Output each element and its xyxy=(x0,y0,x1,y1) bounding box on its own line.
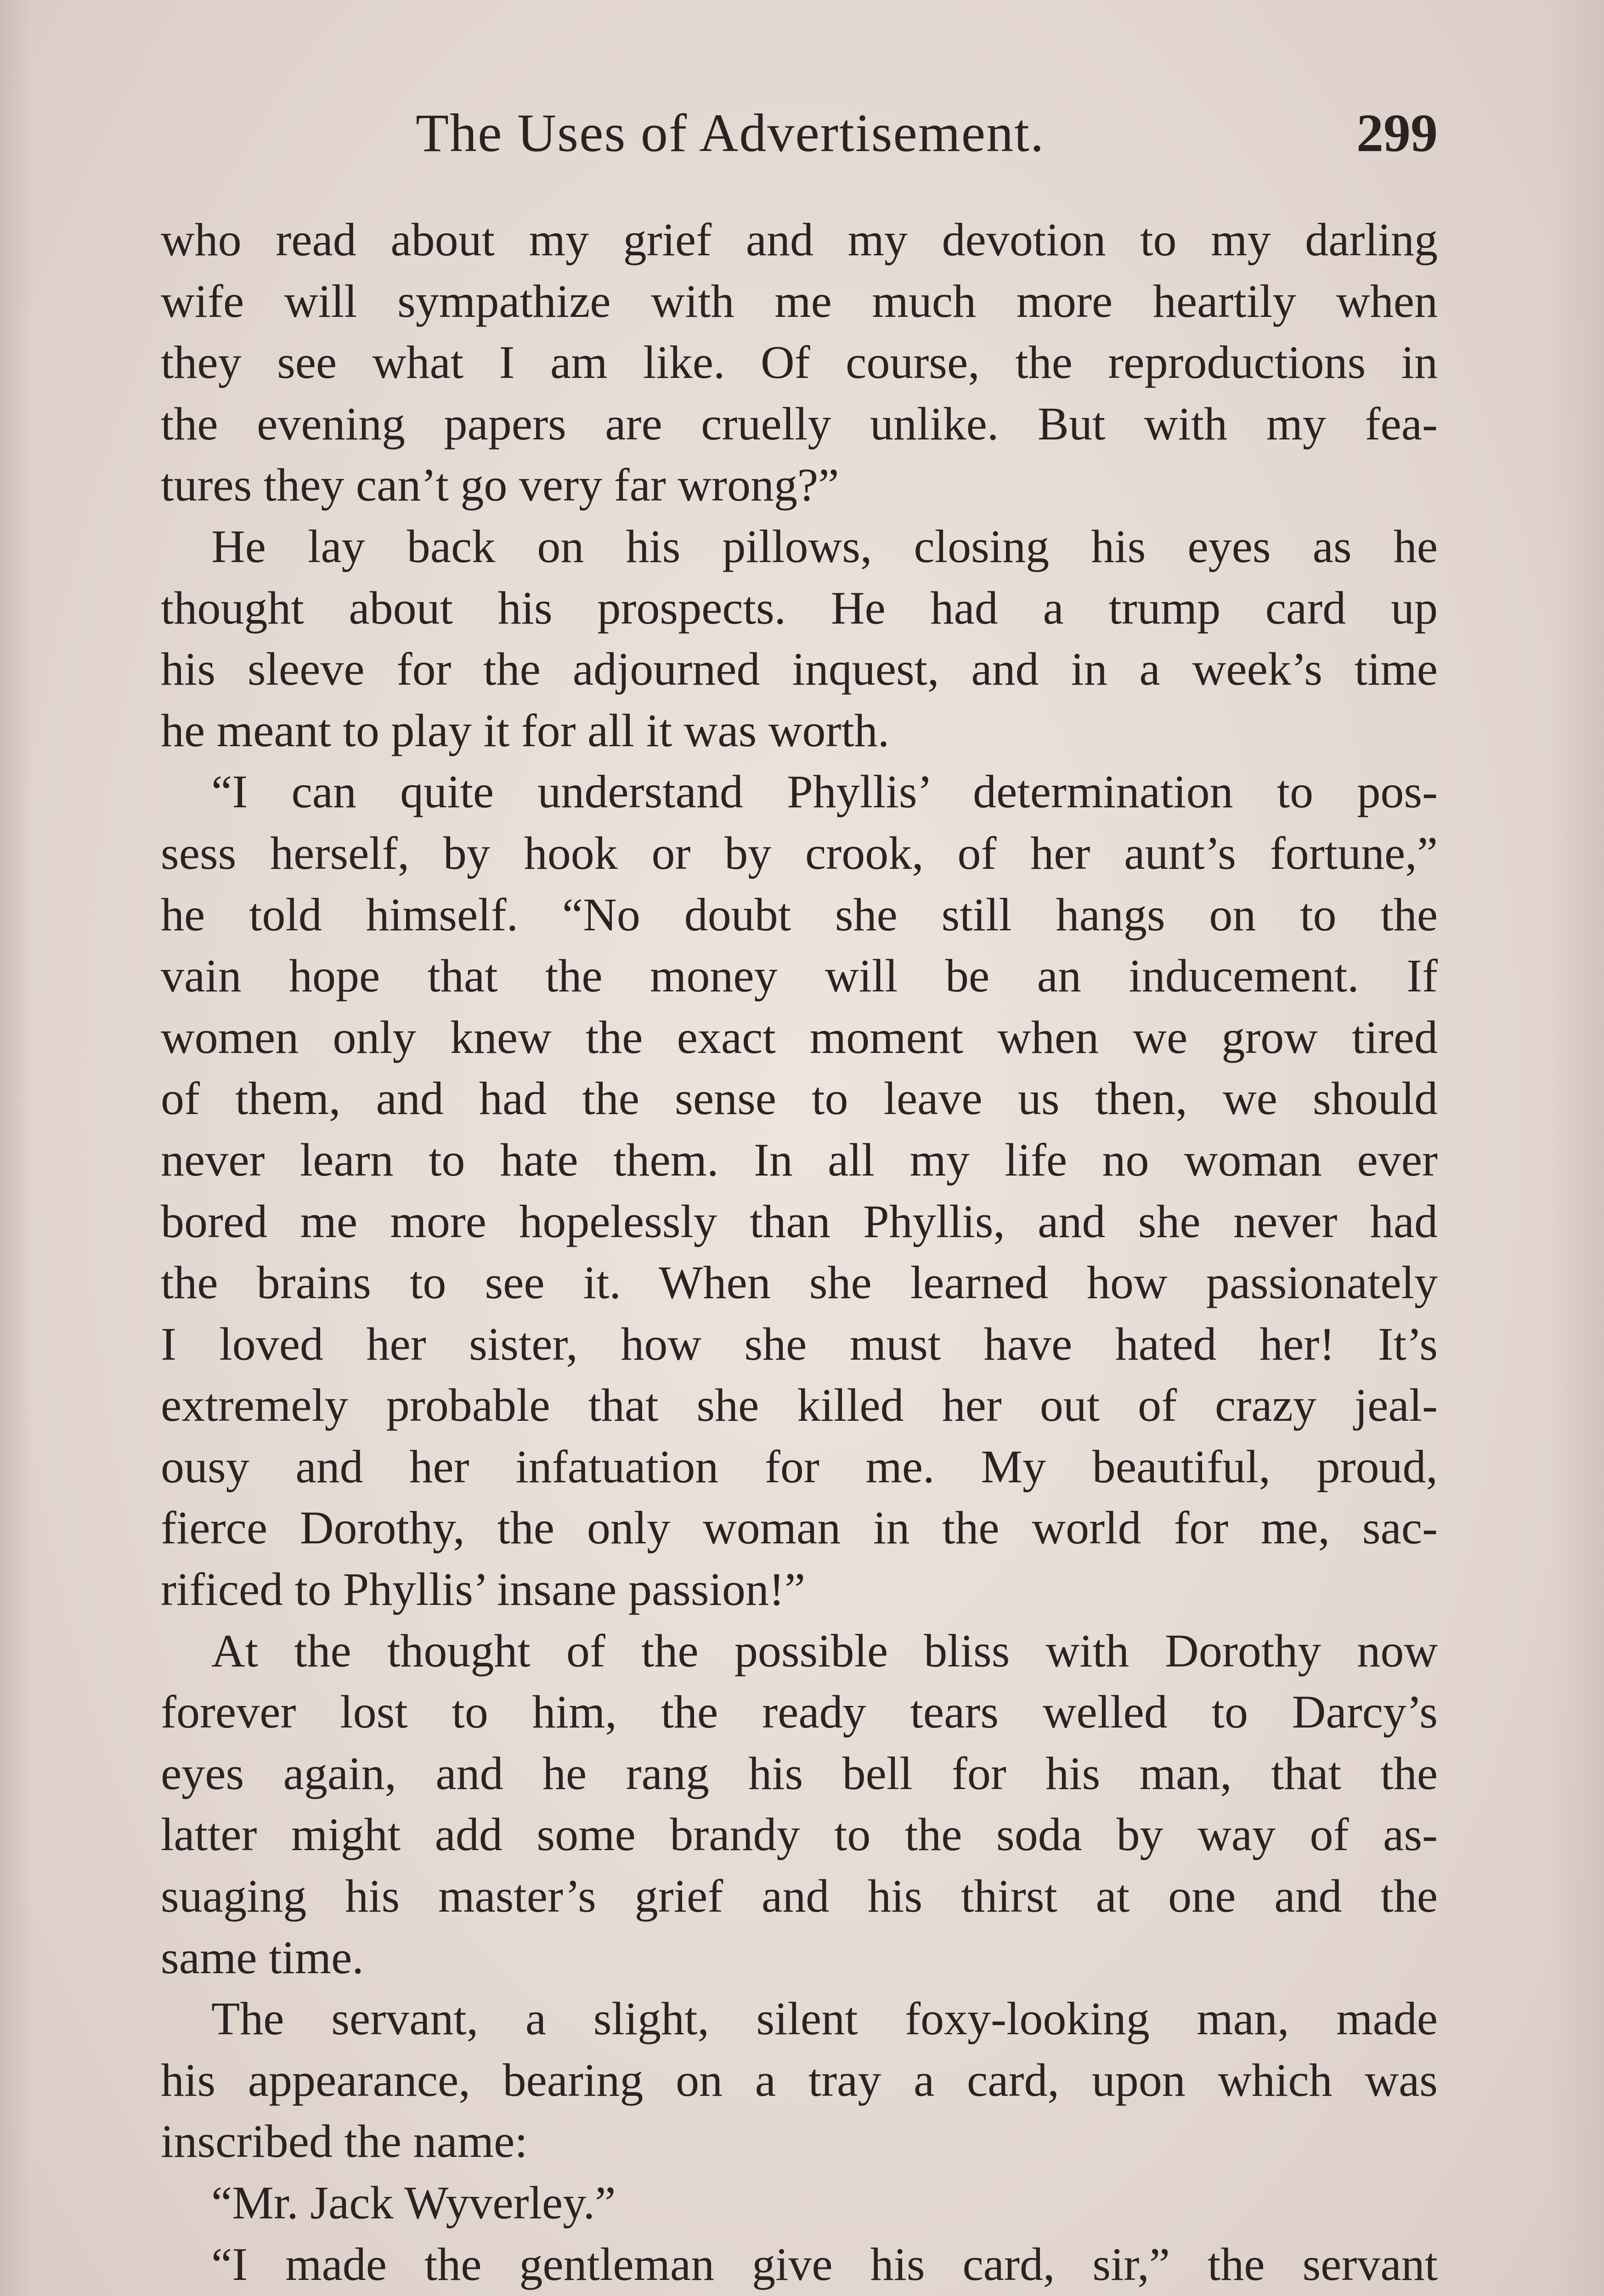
text-line: who read about my grief and my devotion to my darling xyxy=(161,214,1438,266)
text-line: latter might add some brandy to the soda by way of as- xyxy=(161,1809,1438,1861)
text-line: his appearance, bearing on a tray a card, upon which was xyxy=(161,2054,1438,2106)
body-text xyxy=(161,209,1438,2296)
text-line: bored me more hopelessly than Phyllis, and she never had xyxy=(161,1195,1438,1248)
text-line: tures they can’t go very far wrong?” xyxy=(161,459,839,512)
running-head xyxy=(161,96,1438,170)
text-line: inscribed the name: xyxy=(161,2116,528,2168)
text-line: vain hope that the money will be an inducement. If xyxy=(161,950,1438,1002)
text-line: same time. xyxy=(161,1931,364,1984)
text-line: I loved her sister, how she must have hated her! It’s xyxy=(161,1318,1438,1370)
text-line: “I can quite understand Phyllis’ determination to pos- xyxy=(211,766,1438,818)
running-head-title: The Uses of Advertisement. xyxy=(416,103,1045,163)
text-line: The servant, a slight, silent foxy-looking man, made xyxy=(211,1993,1438,2045)
text-line: they see what I am like. Of course, the reproductions in xyxy=(161,337,1438,389)
text-line: he meant to play it for all it was worth. xyxy=(161,704,890,757)
text-line: fierce Dorothy, the only woman in the world for me, sac- xyxy=(161,1502,1438,1554)
text-line: he told himself. “No doubt she still hangs on to the xyxy=(161,889,1438,941)
text-line: the evening papers are cruelly unlike. But with my fea- xyxy=(161,398,1438,450)
text-line: extremely probable that she killed her out of crazy jeal- xyxy=(161,1379,1438,1432)
text-line: ousy and her infatuation for me. My beautiful, proud, xyxy=(161,1441,1438,1493)
text-line: eyes again, and he rang his bell for his man, that the xyxy=(161,1747,1438,1800)
page-edge-shadow-left xyxy=(0,0,32,2296)
text-line: never learn to hate them. In all my life no woman ever xyxy=(161,1134,1438,1186)
text-line: his sleeve for the adjourned inquest, and in a week’s time xyxy=(161,643,1438,696)
text-line: forever lost to him, the ready tears welled to Darcy’s xyxy=(161,1686,1438,1739)
text-line: sess herself, by hook or by crook, of her aunt’s fortune,” xyxy=(161,827,1438,879)
text-line: rificed to Phyllis’ insane passion!” xyxy=(161,1564,806,1616)
text-line: “I made the gentleman give his card, sir,” the servant xyxy=(211,2238,1438,2290)
text-line: At the thought of the possible bliss with Dorothy now xyxy=(211,1625,1438,1677)
text-line: women only knew the exact moment when we grow tired xyxy=(161,1011,1438,1064)
text-line: of them, and had the sense to leave us then, we should xyxy=(161,1073,1438,1125)
text-line: He lay back on his pillows, closing his eyes as he xyxy=(211,520,1438,573)
text-line: thought about his prospects. He had a trump card up xyxy=(161,582,1438,634)
text-line: suaging his master’s grief and his thirst at one and the xyxy=(161,1870,1438,1923)
text-line: the brains to see it. When she learned how passionately xyxy=(161,1257,1438,1309)
page-edge-shadow-right xyxy=(1549,0,1604,2296)
text-line: “Mr. Jack Wyverley.” xyxy=(211,2177,616,2229)
page-number: 299 xyxy=(1356,103,1438,163)
text-line: wife will sympathize with me much more heartily when xyxy=(161,275,1438,327)
